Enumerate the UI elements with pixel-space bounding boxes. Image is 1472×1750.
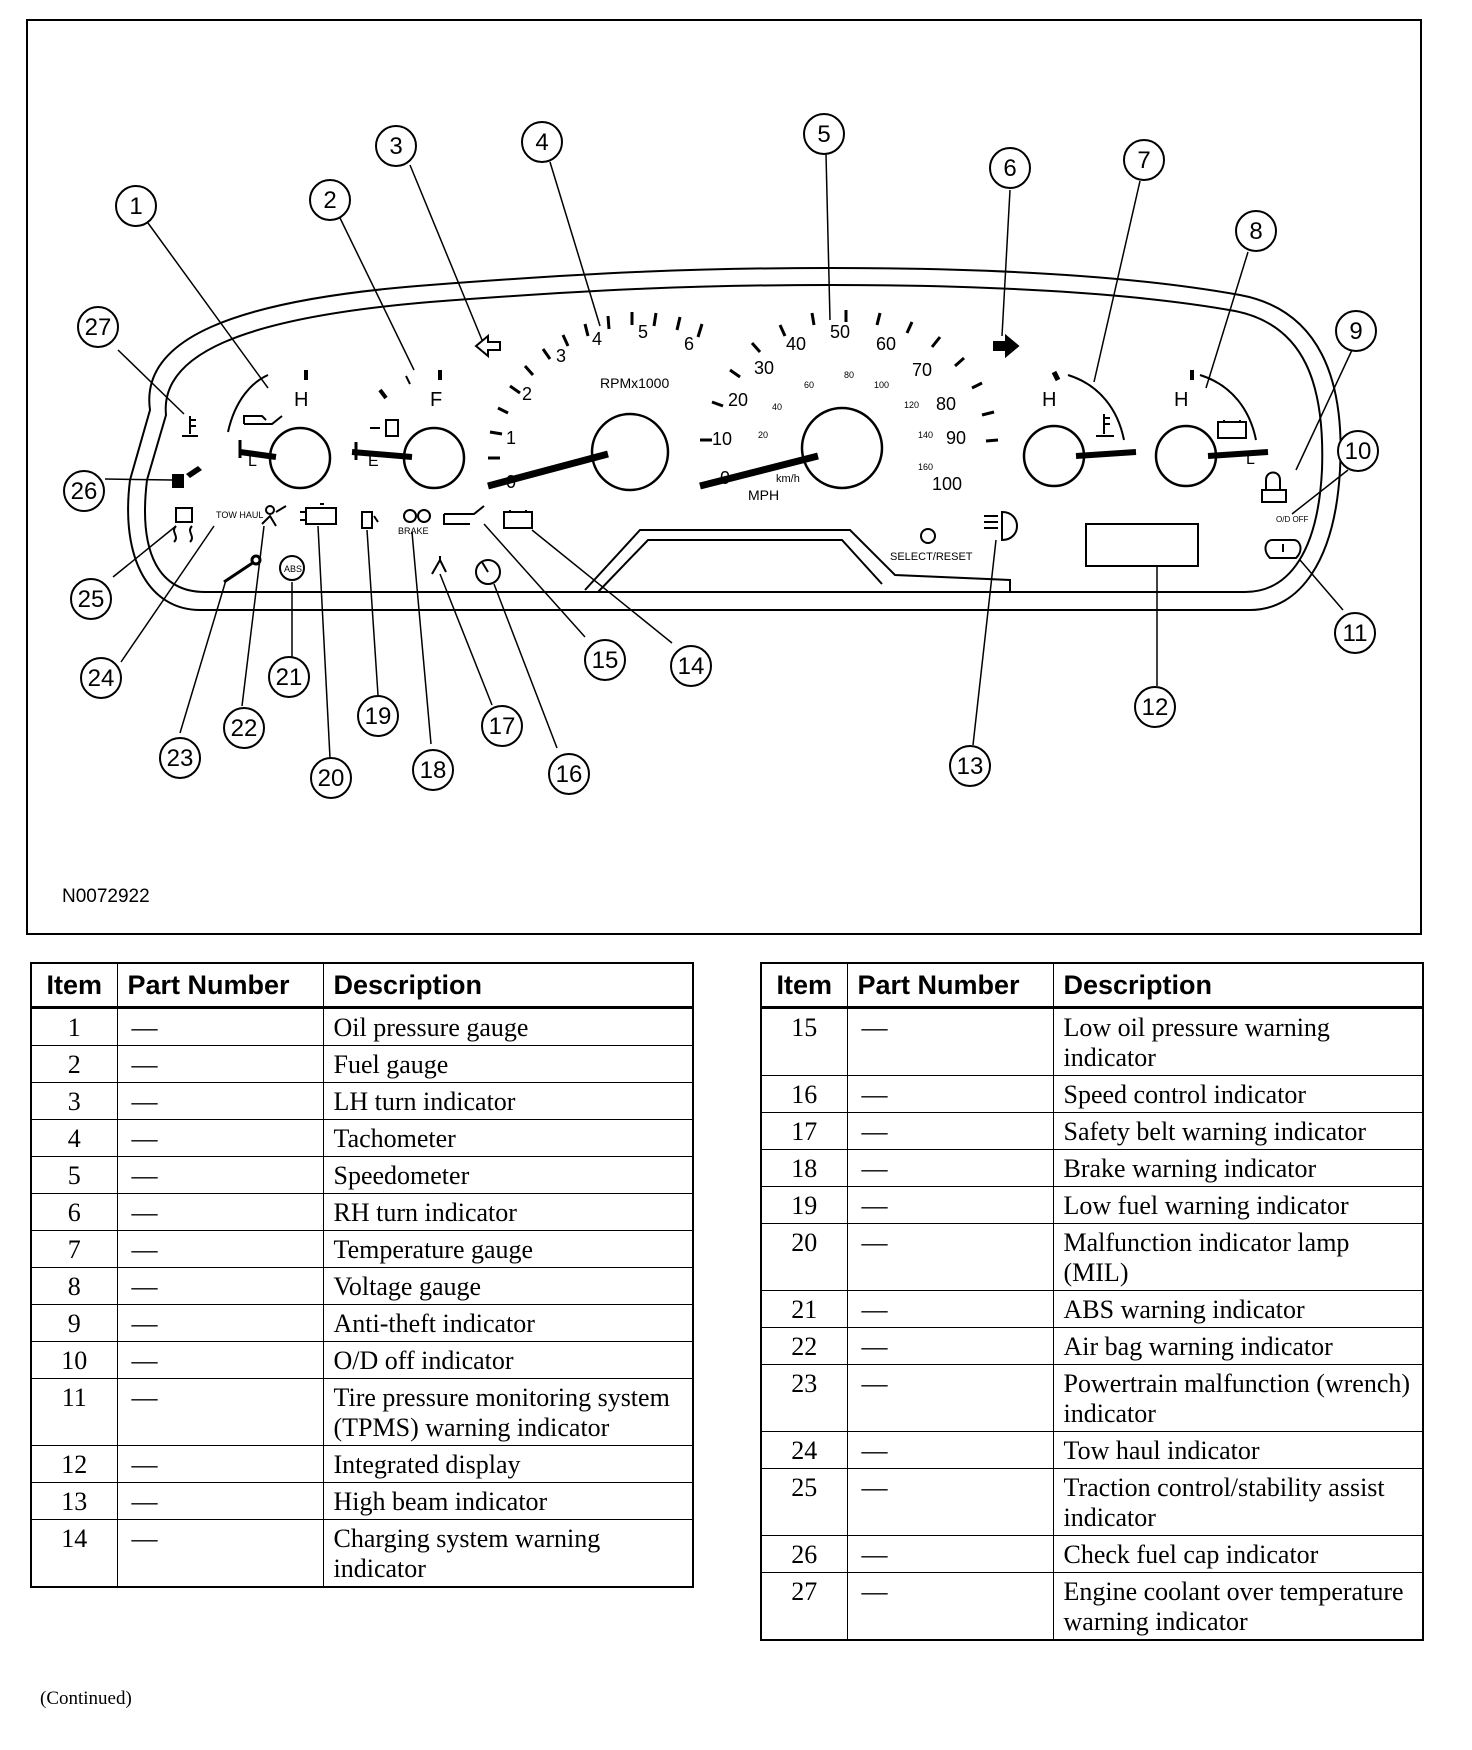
callout-6 [990,148,1030,188]
row-item: 24 [761,1432,847,1469]
row-item: 17 [761,1113,847,1150]
charging-battery-icon [504,510,532,528]
svg-text:20: 20 [317,765,345,792]
row-item: 6 [31,1194,117,1231]
coolant-thermometer-icon [1096,414,1114,436]
fuel-empty-label: E [368,453,379,470]
row-part-number: — [847,1536,1053,1573]
low-oil-warning-icon [444,506,484,524]
integrated-display [1086,524,1198,566]
row-part-number: — [847,1365,1053,1432]
row-part-number: — [117,1120,323,1157]
svg-text:11: 11 [1342,620,1368,647]
row-part-number: — [117,1046,323,1083]
header-part-number: Part Number [847,963,1053,1008]
row-item: 20 [761,1224,847,1291]
fuel-full-label: F [430,389,443,411]
kmh-tick-label: 60 [804,380,815,390]
svg-text:8: 8 [1249,218,1263,245]
mph-tick-label: 40 [786,334,807,354]
tach-tick-label: 5 [638,322,649,342]
table-row [31,1268,693,1305]
callout-27 [78,307,118,347]
anti-theft-icon [1262,473,1286,503]
table-row [761,1187,1423,1224]
svg-text:23: 23 [166,745,194,772]
callout-2 [310,180,350,220]
callout-18 [413,750,453,790]
callout-24 [81,658,121,698]
callout-19 [358,696,398,736]
od-off-label: O/D OFF [1276,515,1309,524]
callout-20 [311,758,351,798]
callout-17 [482,706,522,746]
row-description: O/D off indicator [323,1342,693,1379]
row-part-number: — [117,1268,323,1305]
svg-text:21: 21 [275,664,303,691]
table-row [761,1328,1423,1365]
mph-tick-label: 50 [830,322,851,342]
fuel-gauge [352,370,464,488]
svg-text:14: 14 [677,653,705,680]
temp-high-label: H [1042,389,1057,411]
row-description: Low oil pressure warning indicator [1053,1008,1423,1076]
table-row [761,1224,1423,1291]
figure-id: N0072922 [62,886,150,907]
row-description: Fuel gauge [323,1046,693,1083]
kmh-tick-label: 140 [918,430,934,440]
table-header-row [31,963,693,1008]
svg-text:6: 6 [1003,155,1017,182]
coolant-temp-warning-icon [182,416,198,436]
kmh-tick-label: 160 [918,462,934,472]
row-item: 13 [31,1483,117,1520]
row-item: 16 [761,1076,847,1113]
oil-can-icon [244,416,282,424]
parts-table-left [30,962,694,1588]
table-row [31,1157,693,1194]
table-row [31,1046,693,1083]
header-part-number: Part Number [117,963,323,1008]
table-row [31,1446,693,1483]
row-item: 22 [761,1328,847,1365]
oil-low-label: L [248,453,257,470]
svg-text:18: 18 [419,757,447,784]
callout-26 [64,471,104,511]
tow-haul-label: TOW HAUL [216,510,264,520]
row-part-number: — [117,1342,323,1379]
row-part-number: — [117,1157,323,1194]
row-description: Tire pressure monitoring system (TPMS) warning indicator [323,1379,693,1446]
callout-23 [160,738,200,778]
row-description: ABS warning indicator [1053,1291,1423,1328]
callout-8 [1236,211,1276,251]
mph-tick-label: 60 [876,334,897,354]
row-part-number: — [847,1291,1053,1328]
svg-text:19: 19 [364,703,392,730]
callout-15 [585,640,625,680]
oil-pressure-gauge [228,370,330,488]
select-reset-knob-icon[interactable] [921,529,935,543]
row-item: 27 [761,1573,847,1641]
callout-25 [71,579,111,619]
table-row [761,1432,1423,1469]
row-part-number: — [117,1008,323,1046]
table-row [31,1008,693,1046]
speedometer [700,310,998,503]
table-row [31,1305,693,1342]
engine-mil-icon [300,504,336,524]
row-description: Safety belt warning indicator [1053,1113,1423,1150]
temperature-gauge [1024,372,1136,486]
kmh-label: km/h [776,473,800,485]
row-part-number: — [847,1076,1053,1113]
table-header-row [761,963,1423,1008]
mph-tick-label: 30 [754,358,775,378]
svg-text:24: 24 [87,665,115,692]
callout-12 [1135,687,1175,727]
row-description: LH turn indicator [323,1083,693,1120]
row-item: 5 [31,1157,117,1194]
row-item: 8 [31,1268,117,1305]
callout-3 [376,126,416,166]
svg-text:13: 13 [956,753,984,780]
row-item: 9 [31,1305,117,1342]
svg-text:25: 25 [77,586,105,613]
row-item: 14 [31,1520,117,1588]
row-description: Powertrain malfunction (wrench) indicator [1053,1365,1423,1432]
mph-tick-label: 70 [912,360,933,380]
row-description: Voltage gauge [323,1268,693,1305]
mph-tick-label: 0 [720,468,731,488]
svg-text:4: 4 [535,129,549,156]
cluster-housing [128,268,1341,610]
table-row [31,1342,693,1379]
row-description: Temperature gauge [323,1231,693,1268]
mph-tick-label: 10 [712,429,733,449]
callout-10 [1338,431,1378,471]
row-description: Charging system warning indicator [323,1520,693,1588]
tach-tick-label: 2 [522,384,533,404]
svg-text:22: 22 [230,715,258,742]
tachometer [488,312,702,492]
table-row [31,1194,693,1231]
battery-icon [1218,420,1246,438]
callout-13 [950,746,990,786]
table-row [761,1150,1423,1187]
table-row [761,1291,1423,1328]
row-description: Integrated display [323,1446,693,1483]
oil-high-label: H [294,389,309,411]
table-body-left [31,1008,693,1588]
row-description: Engine coolant over temperature warning indicator [1053,1573,1423,1641]
row-part-number: — [117,1483,323,1520]
svg-text:2: 2 [323,187,337,214]
callout-22 [224,708,264,748]
svg-text:3: 3 [389,133,403,160]
row-part-number: — [117,1446,323,1483]
row-description: Anti-theft indicator [323,1305,693,1342]
row-item: 3 [31,1083,117,1120]
low-fuel-icon [362,512,378,528]
tach-tick-label: 0 [506,472,517,492]
svg-text:16: 16 [555,761,583,788]
row-item: 11 [31,1379,117,1446]
tach-tick-label: 6 [684,334,695,354]
mph-tick-label: 20 [728,390,749,410]
mph-tick-label: 100 [932,474,963,494]
row-part-number: — [117,1083,323,1120]
row-part-number: — [847,1113,1053,1150]
table-row [761,1365,1423,1432]
table-row [31,1120,693,1157]
callout-11 [1335,613,1375,653]
header-item: Item [31,963,117,1008]
abs-icon [280,556,304,580]
kmh-tick-label: 20 [758,430,769,440]
brake-label: BRAKE [398,526,429,536]
row-item: 19 [761,1187,847,1224]
kmh-tick-label: 120 [904,400,920,410]
svg-text:1: 1 [129,193,143,220]
row-description: Check fuel cap indicator [1053,1536,1423,1573]
kmh-tick-label: 80 [844,370,855,380]
row-part-number: — [847,1432,1053,1469]
row-part-number: — [117,1520,323,1588]
row-item: 7 [31,1231,117,1268]
fuel-pump-icon [370,420,398,436]
header-item: Item [761,963,847,1008]
header-description: Description [323,963,693,1008]
row-description: High beam indicator [323,1483,693,1520]
row-description: Low fuel warning indicator [1053,1187,1423,1224]
callout-9 [1336,311,1376,351]
table-row [31,1483,693,1520]
parts-table-right [760,962,1424,1641]
callout-14 [671,646,711,686]
row-part-number: — [847,1187,1053,1224]
row-item: 10 [31,1342,117,1379]
callout-7 [1124,140,1164,180]
lh-turn-arrow-icon [476,336,500,356]
row-item: 26 [761,1536,847,1573]
table-row [761,1076,1423,1113]
wrench-icon [224,556,260,582]
callout-16 [549,754,589,794]
kmh-tick-label: 40 [772,402,783,412]
row-description: Tow haul indicator [1053,1432,1423,1469]
row-part-number: — [847,1150,1053,1187]
row-item: 23 [761,1365,847,1432]
callout-1 [116,186,156,226]
voltage-gauge [1156,370,1268,486]
row-part-number: — [117,1379,323,1446]
select-reset-button[interactable] [890,529,973,563]
high-beam-icon [984,512,1017,540]
row-part-number: — [847,1008,1053,1076]
row-item: 1 [31,1008,117,1046]
table-row [761,1536,1423,1573]
row-description: Oil pressure gauge [323,1008,693,1046]
table-body-right [761,1008,1423,1641]
seatbelt-icon [432,556,446,574]
rh-turn-arrow-icon [994,336,1018,356]
tach-tick-label: 4 [592,329,603,349]
table-row [31,1520,693,1588]
table-row [761,1008,1423,1076]
abs-label: ABS [284,564,303,574]
table-row [31,1083,693,1120]
svg-text:15: 15 [591,647,619,674]
kmh-tick-label: 100 [874,380,890,390]
row-part-number: — [847,1224,1053,1291]
table-row [761,1573,1423,1641]
row-description: Speedometer [323,1157,693,1194]
row-part-number: — [847,1328,1053,1365]
row-item: 15 [761,1008,847,1076]
svg-text:17: 17 [488,713,516,740]
tach-tick-label: 1 [506,428,517,448]
traction-control-icon [174,508,192,542]
row-part-number: — [847,1469,1053,1536]
table-row [31,1231,693,1268]
row-part-number: — [847,1573,1053,1641]
tach-tick-label: 3 [556,346,567,366]
row-description: Air bag warning indicator [1053,1328,1423,1365]
row-item: 18 [761,1150,847,1187]
svg-text:5: 5 [817,121,831,148]
mph-tick-label: 80 [936,394,957,414]
volt-low-label: L [1246,451,1255,468]
select-reset-label: SELECT/RESET [890,551,973,563]
tpms-icon [1266,540,1301,558]
continued-note: (Continued) [40,1688,132,1709]
callout-5 [804,114,844,154]
row-description: Brake warning indicator [1053,1150,1423,1187]
row-part-number: — [117,1231,323,1268]
row-item: 25 [761,1469,847,1536]
table-row [31,1379,693,1446]
row-item: 2 [31,1046,117,1083]
row-description: Speed control indicator [1053,1076,1423,1113]
row-description: RH turn indicator [323,1194,693,1231]
row-item: 12 [31,1446,117,1483]
row-description: Tachometer [323,1120,693,1157]
svg-text:26: 26 [70,478,98,505]
volt-high-label: H [1174,389,1189,411]
mph-label: MPH [748,487,780,503]
airbag-icon [262,506,286,526]
callout-4 [522,122,562,162]
table-row [761,1469,1423,1536]
svg-text:9: 9 [1349,318,1363,345]
svg-text:12: 12 [1141,694,1169,721]
header-description: Description [1053,963,1423,1008]
table-row [761,1113,1423,1150]
row-item: 21 [761,1291,847,1328]
tach-label: RPMx1000 [600,375,670,391]
svg-text:27: 27 [84,314,112,341]
callout-21 [269,657,309,697]
row-item: 4 [31,1120,117,1157]
row-part-number: — [117,1194,323,1231]
brake-icon [398,510,430,536]
row-part-number: — [117,1305,323,1342]
svg-text:7: 7 [1137,147,1151,174]
mph-tick-label: 90 [946,428,967,448]
row-description: Malfunction indicator lamp (MIL) [1053,1224,1423,1291]
fuel-cap-icon [172,466,202,488]
svg-text:10: 10 [1344,438,1372,465]
speed-control-icon [476,560,500,584]
row-description: Traction control/stability assist indicator [1053,1469,1423,1536]
